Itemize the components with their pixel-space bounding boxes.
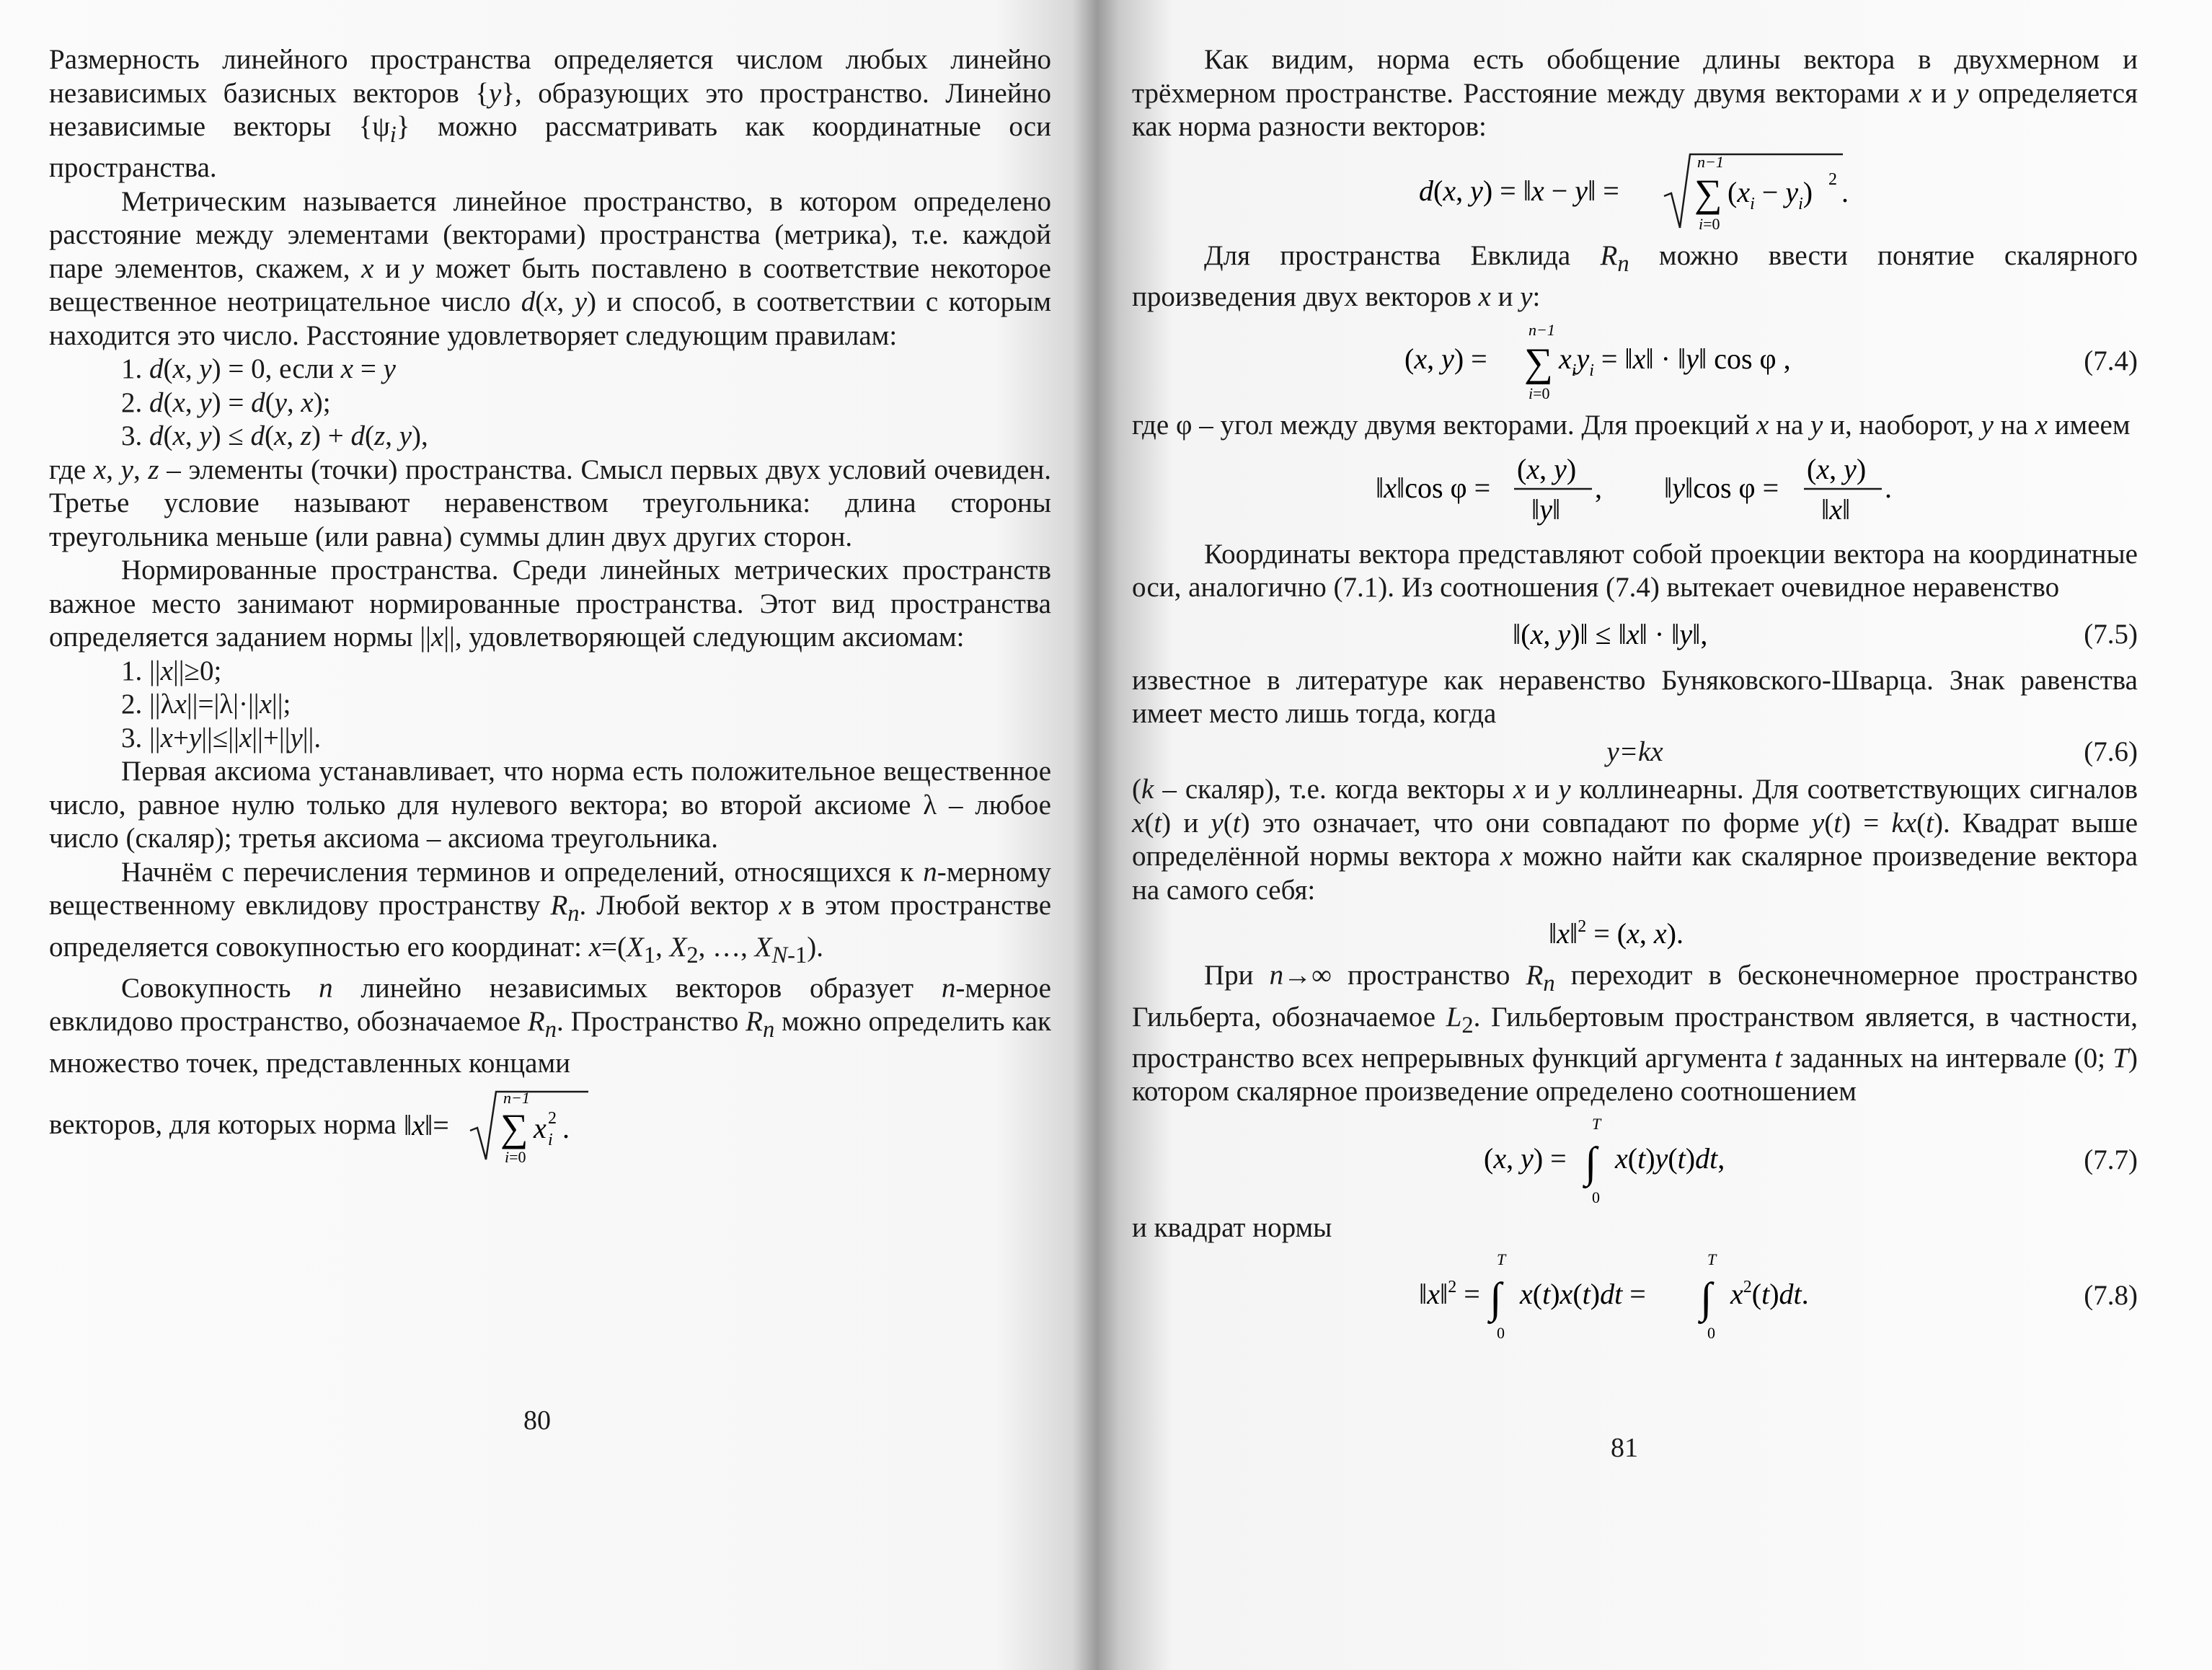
svg-text:x: x xyxy=(533,1112,547,1145)
equation-number: (7.4) xyxy=(2084,345,2138,377)
svg-text:0: 0 xyxy=(1496,1324,1505,1343)
paragraph: где φ – угол между двумя векторами. Для проекций x на y и, наоборот, y на x имеем xyxy=(1132,410,2131,441)
equation-number: (7.5) xyxy=(2084,618,2138,650)
svg-text:x(t)y(t)dt,: x(t)y(t)dt, xyxy=(1614,1141,1725,1175)
svg-text:n−1: n−1 xyxy=(503,1089,530,1108)
svg-text:‖x‖cos φ =: ‖x‖cos φ = xyxy=(1375,471,1490,504)
right-text-column xyxy=(1132,43,2138,1347)
svg-text:n−1: n−1 xyxy=(1528,321,1555,340)
svg-text:∫: ∫ xyxy=(1584,1138,1596,1186)
svg-text:‖(x, y)‖ ≤ ‖x‖ · ‖y‖,: ‖(x, y)‖ ≤ ‖x‖ · ‖y‖, xyxy=(1512,617,1707,650)
svg-text:2: 2 xyxy=(547,1109,557,1128)
paragraph: Координаты вектора представляют собой проекции вектора на координатные оси, аналогично (7.1). Из соотношения (7.4) вытекает очевидное неравенство xyxy=(1132,538,2138,604)
svg-text:(x, y) =: (x, y) = xyxy=(1483,1141,1567,1175)
svg-text:T: T xyxy=(1707,1250,1716,1269)
paragraph: Как видим, норма есть обобщение длины вектора в двухмерном и трёхмерном пространстве. Расстояние между двумя векторами x и y определяется как норма разности векторов: xyxy=(1132,44,2138,142)
svg-text:∑: ∑ xyxy=(1523,340,1553,386)
svg-text:x(t)x(t)dt =: x(t)x(t)dt = xyxy=(1519,1278,1646,1311)
paragraph: Для пространства Евклида $R_n$ можно ввести понятие скалярного произведения двух векторов x и y: xyxy=(1132,239,2138,312)
svg-text:∑: ∑ xyxy=(500,1106,528,1150)
equation-number: (7.7) xyxy=(2084,1144,2138,1175)
paragraph: При n→∞ пространство $R_n$ переходит в бесконечномерное пространство Гильберта, обозначаемое $L_2$. Гильбертовым пространством является, в частности, пространство всех непрерывных функций аргумента t заданных на интервале (0; T) котором скалярное произведение определено соотношением xyxy=(1132,960,2138,1108)
paragraph: где x, y, z – элементы (точки) пространства. Смысл первых двух условий очевиден. Третье условие называют неравенством треугольника: длина стороны треугольника меньше (или равна) суммы длин двух других сторон. xyxy=(49,454,1051,552)
rule-item: 3. d(x, y) ≤ d(x, z) + d(z, y), xyxy=(121,420,428,452)
paragraph: векторов, для которых норма ‖x‖= n−1 ∑ i=0 x i 2 . xyxy=(49,1087,1051,1167)
svg-text:i=0: i=0 xyxy=(1528,384,1550,403)
svg-text:∑: ∑ xyxy=(1694,171,1722,215)
svg-text:(x, y): (x, y) xyxy=(1806,452,1866,485)
paragraph: Метрическим называется линейное пространство, в котором определено расстояние между элементами (векторами) пространства (метрика), т.е. каждой паре элементов, скажем, x и y может быть поставлено в соответствие некоторое вещественное неотрицательное число d(x, y) и способ, в соответствии с которым находится это число. Расстояние удовлетворяет следующим правилам: xyxy=(49,185,1052,351)
paragraph: и квадрат нормы xyxy=(1132,1211,1332,1243)
svg-text:∫: ∫ xyxy=(1489,1274,1501,1322)
norm-square-equation xyxy=(1132,911,2138,955)
right-page xyxy=(1110,0,2212,1670)
svg-text:‖x‖2 = (x, x).: ‖x‖$^2$ = (x, x). xyxy=(1548,917,1684,950)
svg-text:,: , xyxy=(1594,471,1602,504)
paragraph: Совокупность n линейно независимых векторов образует n-мерное евклидово пространство, обозначаемое $R_n$. Пространство $R_n$ можно определить как множество точек, представленных концами xyxy=(49,972,1052,1079)
svg-text:(x, y): (x, y) xyxy=(1516,452,1576,485)
axiom-item: 1. ||x||≥0; xyxy=(121,655,222,686)
svg-text:‖y‖: ‖y‖ xyxy=(1531,492,1560,526)
svg-text:.: . xyxy=(1884,471,1892,504)
svg-text:T: T xyxy=(1496,1250,1505,1269)
hilbert-scalar-equation xyxy=(1132,1113,2138,1207)
svg-text:‖y‖cos φ =: ‖y‖cos φ = xyxy=(1663,471,1779,504)
svg-text:.: . xyxy=(1841,175,1849,208)
svg-text:d(x, y) = ‖x − y‖ =: d(x, y) = ‖x − y‖ = xyxy=(1418,174,1619,207)
paragraph: Первая аксиома устанавливает, что норма есть положительное вещественное число, равное нулю только для нулевого вектора; во второй аксиоме λ – любое число (скаляр); третья аксиома – аксиома треугольника. xyxy=(49,756,1051,854)
svg-text:2: 2 xyxy=(1828,169,1837,189)
svg-text:∫: ∫ xyxy=(1699,1274,1712,1322)
left-text-column xyxy=(49,43,1051,1167)
svg-text:i=0: i=0 xyxy=(1698,214,1720,233)
equation-text: y=kx xyxy=(1606,735,1663,767)
paragraph: Нормированные пространства. Среди линейных метрических пространств важное место занимают нормированные пространства. Этот вид пространства определяется заданием нормы ||x||, удовлетворяющей следующим аксиомам: xyxy=(49,555,1051,653)
svg-text:‖x‖2 =: ‖x‖$^2$ = xyxy=(1418,1278,1480,1311)
equation-number: (7.8) xyxy=(2084,1280,2138,1312)
distance-equation xyxy=(1132,149,2138,235)
svg-text:.: . xyxy=(562,1112,570,1145)
svg-text:T: T xyxy=(1591,1114,1601,1133)
norm-formula xyxy=(404,1087,591,1167)
svg-text:(xi − yi): $(x_i - y_i)$ xyxy=(1727,175,1813,213)
paragraph: Начнём с перечисления терминов и определений, относящихся к n-мерному вещественному евклидову пространству $R_n$. Любой вектор x в этом пространстве определяется совокупностью его координат: $x=(X_1$, $X_2$, …, $X_{N-1}$). xyxy=(49,856,1052,968)
svg-text:‖x‖=: ‖x‖= xyxy=(403,1109,449,1142)
rule-item: 2. d(x, y) = d(y, x); xyxy=(121,386,331,418)
svg-text:i: i xyxy=(547,1131,553,1150)
cauchy-schwarz-equation xyxy=(1132,609,2138,660)
paragraph: известное в литературе как неравенство Буняковского-Шварца. Знак равенства имеет место лишь тогда, когда xyxy=(1132,664,2138,730)
left-page xyxy=(0,0,1081,1670)
svg-text:x2(t)dt.: $x^2(t)dt$. xyxy=(1730,1278,1809,1311)
page-number: 80 xyxy=(523,1405,551,1436)
svg-text:xiyi = ‖x‖ · ‖y‖ cos φ ,: $x_iy_i$ = ‖x‖ · ‖y‖ cos φ , xyxy=(1558,343,1791,381)
svg-text:i=0: i=0 xyxy=(504,1148,526,1167)
equation-number: (7.6) xyxy=(2084,735,2138,767)
paragraph: (k – скаляр), т.е. когда векторы x и y коллинеарны. Для соответствующих сигналов x(t) и y(t) это означает, что они совпадают по форме y(t) = kx(t). Квадрат выше определённой нормы вектора x можно найти как скалярное произведение вектора на самого себя: xyxy=(1132,774,2138,906)
rule-item: 1. d(x, y) = 0, если x = y xyxy=(121,353,396,385)
axiom-item: 2. ||λx||=|λ|·||x||; xyxy=(121,689,291,720)
svg-text:‖x‖: ‖x‖ xyxy=(1821,492,1850,526)
paragraph: Размерность линейного пространства определяется числом любых линейно независимых базисных векторов {y}, образующих это пространство. Линейно независимые векторы $\{\psi_i\}$ можно рассматривать как координатные оси пространства. xyxy=(49,44,1051,184)
svg-text:0: 0 xyxy=(1591,1188,1600,1206)
svg-text:n−1: n−1 xyxy=(1696,152,1724,171)
page-number: 81 xyxy=(1611,1433,1638,1463)
svg-text:(x, y) =: (x, y) = xyxy=(1404,343,1487,376)
axiom-item: 3. ||x+y||≤||x||+||y||. xyxy=(121,722,322,754)
svg-text:0: 0 xyxy=(1707,1324,1715,1343)
collinear-equation xyxy=(1132,735,2138,769)
projection-equation xyxy=(1132,447,2138,534)
hilbert-norm-equation xyxy=(1132,1249,2138,1343)
scalar-product-equation xyxy=(1132,318,2138,405)
